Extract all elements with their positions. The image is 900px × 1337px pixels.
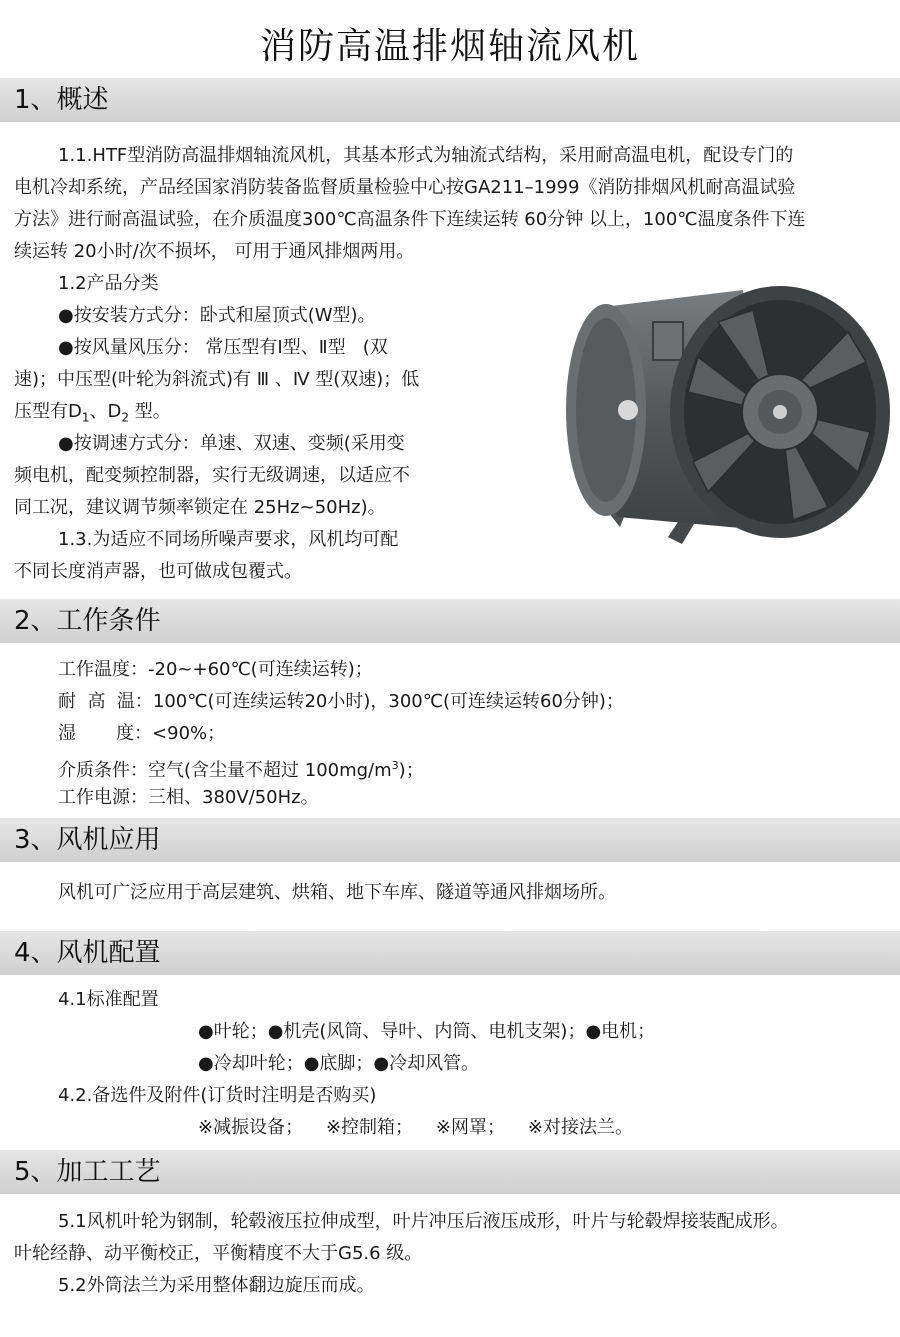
superscript: 3 — [391, 759, 399, 772]
list-item: ●按风量风压分： 常压型有Ⅰ型、Ⅱ型 (双 — [58, 337, 388, 358]
paragraph-line: 1.1.HTF型消防高温排烟轴流风机，其基本形式为轴流式结构，采用耐高温电机，配设专门的 — [58, 145, 794, 166]
section-heading-application: 3、风机应用 — [0, 818, 900, 862]
section-heading-working-conditions: 2、工作条件 — [0, 599, 900, 643]
subheading-classification: 1.2产品分类 — [58, 273, 159, 294]
text-fragment: 型。 — [129, 401, 171, 422]
paragraph-line: 不同长度消声器，也可做成包覆式。 — [14, 561, 302, 582]
section-heading-configuration: 4、风机配置 — [0, 931, 900, 975]
paragraph-line: 电机冷却系统，产品经国家消防装备监督质量检验中心按GA211–1999《消防排烟风机耐高温试验 — [14, 177, 796, 198]
paragraph-line: 叶轮经静、动平衡校正，平衡精度不大于G5.6 级。 — [14, 1243, 423, 1264]
subscript: 1 — [81, 410, 90, 425]
list-item: ●叶轮；●机壳(风筒、导叶、内筒、电机支架)；●电机； — [198, 1021, 656, 1042]
subheading-standard-config: 4.1标准配置 — [58, 989, 159, 1010]
page-title: 消防高温排烟轴流风机 — [259, 26, 640, 67]
paragraph-line: 频电机，配变频控制器，实行无级调速，以适应不 — [14, 465, 410, 486]
paragraph-line: 1.3.为适应不同场所噪声要求，风机均可配 — [58, 529, 399, 550]
paragraph-line: 5.2外筒法兰为采用整体翻边旋压而成。 — [58, 1275, 375, 1296]
paragraph-line: 方法》进行耐高温试验，在介质温度300℃高温条件下连续运转 60分钟 以上，100℃温度条件下连 — [14, 209, 806, 230]
list-item: ●按调速方式分：单速、双速、变频(采用变 — [58, 433, 405, 454]
section-heading-process: 5、加工工艺 — [0, 1150, 900, 1194]
text-fragment: 介质条件：空气(含尘量不超过 100mg/m — [58, 760, 392, 781]
paragraph-line: 同工况，建议调节频率锁定在 25Hz~50Hz)。 — [14, 497, 386, 518]
list-item: ●冷却叶轮；●底脚；●冷却风管。 — [198, 1053, 480, 1074]
subheading-optional-parts: 4.2.备选件及附件(订货时注明是否购买) — [58, 1085, 377, 1106]
text-fragment: 压型有D — [14, 401, 82, 422]
condition-line: 工作温度：-20~+60℃(可连续运转)； — [58, 659, 373, 680]
section-heading-overview: 1、概述 — [0, 78, 900, 122]
axial-fan-image — [548, 282, 894, 544]
subscript: 2 — [121, 410, 130, 425]
condition-line: 耐 高 温：100℃(可连续运转20小时)，300℃(可连续运转60分钟)； — [58, 691, 624, 712]
list-item: ●按安装方式分：卧式和屋顶式(W型)。 — [58, 305, 376, 326]
text-fragment: )； — [398, 760, 424, 781]
list-item: ※减振设备； ※控制箱； ※网罩； ※对接法兰。 — [198, 1117, 633, 1138]
paragraph-line: 5.1风机叶轮为钢制，轮毂液压拉伸成型，叶片冲压后液压成形，叶片与轮毂焊接装配成形。 — [58, 1211, 789, 1232]
condition-line: 工作电源：三相、380V/50Hz。 — [58, 787, 319, 808]
paragraph-line: 速)；中压型(叶轮为斜流式)有 Ⅲ 、Ⅳ 型(双速)；低 — [14, 369, 420, 390]
paragraph-line: 续运转 20小时/次不损坏， 可用于通风排烟两用。 — [14, 241, 415, 262]
paragraph-line: 风机可广泛应用于高层建筑、烘箱、地下车库、隧道等通风排烟场所。 — [58, 882, 616, 903]
condition-line: 湿 度：<90%； — [58, 723, 226, 744]
text-fragment: 、D — [89, 401, 122, 422]
